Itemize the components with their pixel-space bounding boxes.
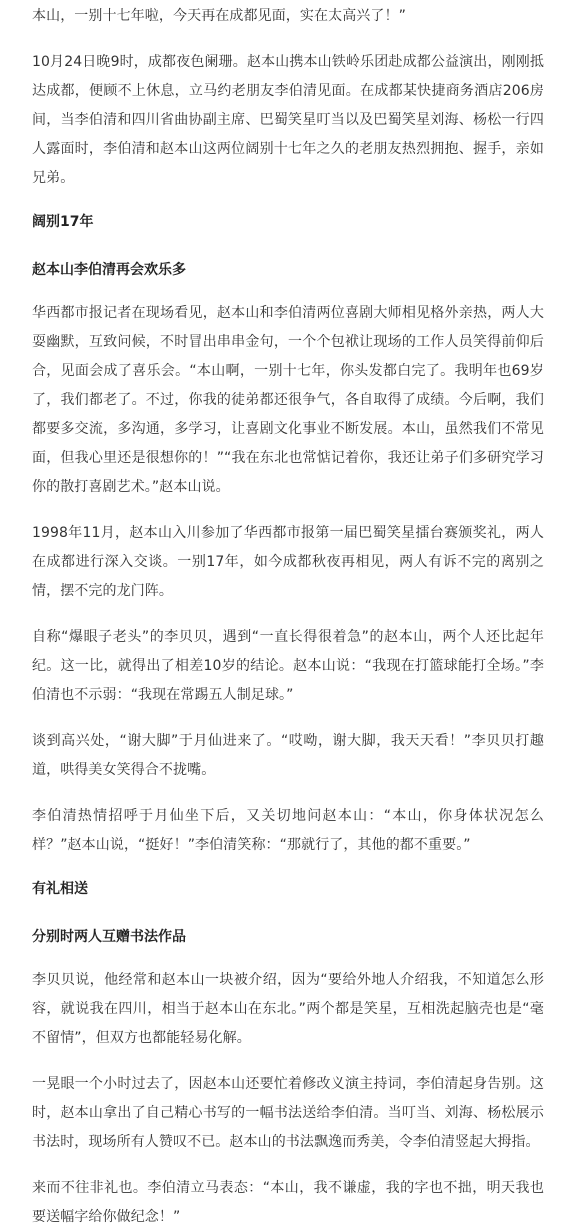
- paragraph-health-question: 李伯清热情招呼于月仙坐下后，又关切地问赵本山：“本山，你身体状况怎么样？”赵本山说，“挺好！”李伯清笑称：“那就行了，其他的都不重要。”: [32, 808, 544, 853]
- paragraph-reporter-scene: 华西都市报记者在现场看见，赵本山和李伯清两位喜剧大师相见格外亲热，两人大耍幽默，互致问候，不时冒出串串金句，一个个包袱让现场的工作人员笑得前仰后合，见面会成了喜乐会。“本山啊，一别十七年，你头发都白完了。我明年也69岁了，我们都老了。不过，你我的徒弟都还很争气，各自取得了成绩。今后啊，我们都要多交流，多沟通，多学习，让喜剧文化事业不断发展。本山，虽然我们不常见面，但我心里还是很想你的！”“我在东北也常惦记着你，我还让弟子们多研究学习你的散打喜剧艺术。”赵本山说。: [32, 305, 544, 495]
- paragraph-calligraphy-gift: 一晃眼一个小时过去了，因赵本山还要忙着修改义演主持词，李伯清起身告别。这时，赵本山拿出了自己精心书写的一幅书法送给李伯清。当叮当、刘海、杨松展示书法时，现场所有人赞叹不已。赵本山的书法飘逸而秀美，令李伯清竖起大拇指。: [32, 1076, 544, 1150]
- paragraph-introduction-joke: 李贝贝说，他经常和赵本山一块被介绍，因为“要给外地人介绍我，不知道怎么形容，就说我在四川，相当于赵本山在东北。”两个都是笑星，互相洗起脑壳也是“毫不留情”，但双方也都能轻易化解。: [32, 972, 544, 1046]
- paragraph-1998-history: 1998年11月，赵本山入川参加了华西都市报第一届巴蜀笑星擂台赛颁奖礼，两人在成都进行深入交谈。一别17年，如今成都秋夜再相见，两人有诉不完的离别之情，摆不完的龙门阵。: [32, 525, 544, 599]
- paragraph-intro-quote: 本山，一别十七年啦，今天再在成都见面，实在太高兴了！”: [32, 8, 406, 24]
- paragraph-xie-dajiao: 谈到高兴处，“谢大脚”于月仙进来了。“哎呦，谢大脚，我天天看！”李贝贝打趣道，哄得美女笑得合不拢嘴。: [32, 733, 544, 778]
- section-heading-gifts: 有礼相送: [32, 881, 88, 897]
- paragraph-age-compare: 自称“爆眼子老头”的李贝贝，遇到“一直长得很着急”的赵本山，两个人还比起年纪。这一比，就得出了相差10岁的结论。赵本山说：“我现在打篮球能打全场。”李伯清也不示弱：“我现在常踢五人制足球。”: [32, 629, 544, 703]
- section-subheading-gifts: 分别时两人互赠书法作品: [32, 929, 186, 945]
- paragraph-meeting: 10月24日晚9时，成都夜色阑珊。赵本山携本山铁岭乐团赴成都公益演出，刚刚抵达成都，便顾不上休息，立马约老朋友李伯清见面。在成都某快捷商务酒店206房间，当李伯清和四川省曲协副主席、巴蜀笑星叮当以及巴蜀笑星刘海、杨松一行四人露面时，李伯清和赵本山这两位阔别十七年之久的老朋友热烈拥抱、握手，亲如兄弟。: [32, 54, 544, 186]
- paragraph-return-gift: 来而不往非礼也。李伯清立马表态：“本山，我不谦虚，我的字也不拙，明天我也要送幅字给你做纪念！”: [32, 1180, 544, 1225]
- section-heading-reunion: 阔别17年: [32, 214, 94, 230]
- section-subheading-reunion: 赵本山李伯清再会欢乐多: [32, 262, 186, 278]
